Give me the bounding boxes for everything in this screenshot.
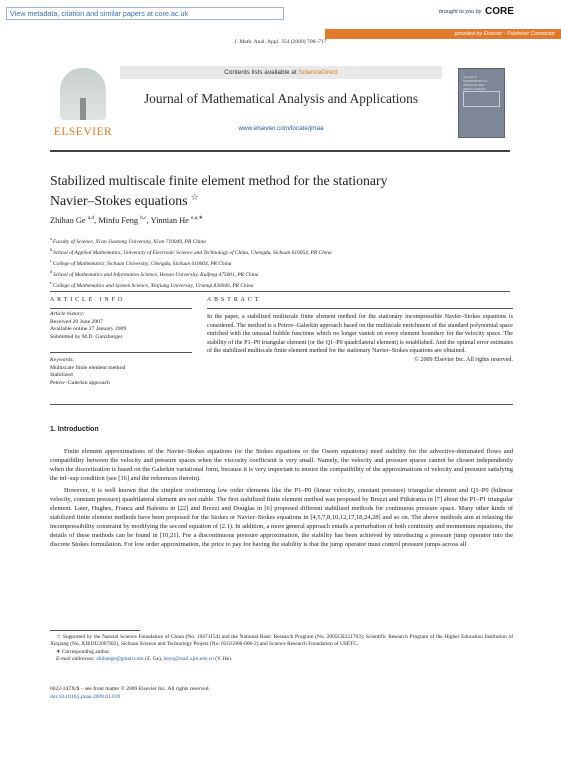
article-info-caption: ARTICLE INFO: [50, 297, 126, 303]
affil-text: School of Applied Mathematics, University of Electronic Science and Technology of China, Chengdu, Sichuan 610054, PR China: [53, 249, 332, 256]
email-owner: (Y. He).: [215, 656, 233, 663]
body-paragraph: Finite element approximations of the Navier–Stokes equations (or the Stokes equations or the Oseen equations) need stability for the advective-dominated flows and compatibility between the velocity and pressure spaces when the viscosity coefficient is very small. Namely, the velocity and pressure spaces cannot be chosen independently when the discretization is based on the Galerkin variational form, because it is very important to ensure the compatibility of the approximations of velocity and pressure satisfying the inf–sup condition (see [16] and the references therein).: [50, 448, 513, 482]
abstract-rule: [207, 308, 513, 309]
elsevier-logo: [50, 68, 116, 138]
journal-title: Journal of Mathematical Analysis and Applications: [143, 91, 419, 106]
front-matter: [50, 686, 513, 701]
abstract-body: [207, 313, 513, 364]
email-owner: (Z. Ge),: [144, 656, 163, 663]
abstract-caption: ABSTRACT: [207, 297, 262, 303]
author-name[interactable]: Zhihao Ge: [50, 215, 86, 225]
corresponding-footnote: ∗ Corresponding author.: [56, 648, 111, 655]
author-affil-mark[interactable]: a,d: [87, 215, 95, 221]
core-logo: CORE: [485, 6, 514, 17]
provided-by-strip[interactable]: provided by Elsevier - Publisher Connector: [325, 29, 561, 39]
footnotes: [50, 634, 513, 664]
email-link[interactable]: heyn@mail.xjtu.edu.cn: [163, 656, 214, 663]
email-link[interactable]: zhihaoge@gmail.com: [96, 656, 144, 663]
history-received: Received 20 June 2007: [50, 318, 103, 325]
contents-bar: [120, 66, 442, 79]
affil-key: b: [50, 247, 53, 253]
section-heading: 1. Introduction: [50, 426, 99, 433]
history-label: Article history:: [50, 311, 85, 317]
affiliation: [50, 246, 510, 257]
affiliation: [50, 257, 510, 268]
affiliation: [50, 279, 510, 290]
history-online: Available online 27 January 2009: [50, 326, 127, 333]
journal-header: [50, 64, 505, 142]
info-top-rule: [50, 291, 510, 292]
journal-cover-image: [458, 68, 505, 138]
info-left-rule: [50, 308, 192, 309]
affil-text: School of Mathematics and Information Science, Henan University, Kaifeng 475001, PR China: [53, 272, 259, 279]
cover-decoration: [463, 91, 500, 107]
keywords: [50, 357, 192, 387]
doi-link[interactable]: doi:10.1016/j.jmaa.2009.01.039: [50, 693, 121, 700]
author-name[interactable]: Yinnian He: [150, 215, 189, 225]
affil-text: College of Mathematics, Sichuan University, Chengdu, Sichuan 610064, PR China: [52, 260, 232, 267]
article-title: [50, 172, 470, 209]
affil-text: College of Mathematics and System Science, Xinjiang University, Urumqi 830046, PR China: [52, 283, 254, 290]
elsevier-tree-icon: [60, 68, 106, 120]
abstract-text: In the paper, a stabilized multiscale finite element method for the stationary incompressible Navier–Stokes equations is considered. The method is a Petrov–Galerkin approach based on the multiscale enrichment of the standard polynomial space enriched with the unusual bubble functions which no longer vanish on every element boundary for the velocity space. The stability of the P1–P0 triangular element (or the Q1–P0 quadrilateral element) is established. And the optimal error estimates of the stabilized multiscale finite element method for the stationary Navier–Stokes equations are obtained.: [207, 314, 513, 354]
affiliation-list: [50, 235, 510, 290]
email-label: E-mail addresses:: [56, 656, 95, 663]
abstract-copyright: © 2009 Elsevier Inc. All rights reserved.: [414, 356, 513, 363]
affiliation: [50, 235, 510, 246]
brought-by-label: brought to you by: [439, 9, 482, 15]
keywords-rule: [50, 352, 192, 353]
elsevier-wordmark: ELSEVIER: [53, 126, 113, 138]
keywords-label: Keywords:: [50, 357, 75, 363]
article-history: [50, 311, 192, 341]
footnote-rule: [50, 630, 140, 631]
contents-prefix: Contents lists available at: [224, 69, 297, 76]
journal-homepage-link[interactable]: www.elsevier.com/locate/jmaa: [238, 125, 324, 132]
affil-text: Faculty of Science, Xi'an Jiaotong University, Xi'an 710049, PR China: [52, 238, 206, 245]
affiliation: [50, 268, 510, 279]
cover-title: Journal of MATHEMATICAL ANALYSIS AND APPLICATIONS: [463, 75, 488, 91]
affil-key: d: [50, 269, 53, 275]
header-rule: [50, 150, 510, 152]
author-name[interactable]: Minfu Feng: [98, 215, 139, 225]
issn-line: 0022-247X/$ – see front matter © 2009 Elsevier Inc. All rights reserved.: [50, 686, 210, 692]
journal-homepage: [120, 125, 442, 132]
history-submitted: Submitted by M.D. Gunzburger: [50, 333, 123, 340]
sciencedirect-link[interactable]: ScienceDirect: [298, 69, 338, 76]
body-text: [50, 448, 513, 552]
core-metadata-link[interactable]: View metadata, citation and similar papers at core.ac.uk: [6, 7, 284, 20]
affil-key: c: [50, 258, 52, 264]
core-brought-by[interactable]: [439, 6, 549, 20]
author-affil-mark[interactable]: b,c: [140, 215, 147, 221]
article-title-line2: Navier–Stokes equations: [50, 193, 188, 208]
keyword: Petrov–Galerkin approach: [50, 379, 110, 386]
article-title-line1: Stabilized multiscale finite element method for the stationary: [50, 173, 388, 188]
keyword: Multiscale finite element method: [50, 364, 126, 371]
email-footnote: [50, 656, 513, 663]
funding-footnote: ☆ Supported by the Natural Science Foundation of China (No. 10671154) and the National Basic Research Program (No. 2005CB321703); Scientific Research Program of the Higher Education Institution of Xinjiang (No. XJEDU2007I02), Sichuan Science and Technology Project (No. 05GG006-006-2) and Science Research Foundation of USETC.: [50, 634, 513, 648]
journal-citation: J. Math. Anal. Appl. 354 (2009) 708–717: [234, 39, 327, 45]
affil-key: a: [50, 236, 52, 241]
affil-key: e: [50, 280, 52, 286]
body-paragraph: However, it is well known that the simplest conforming low order elements like the P1–P0 (linear velocity, constant pressure) triangular element and Q1–P0 (bilinear velocity, constant pressure) quadrilateral element are not stable. The first stabilized finite element method was proposed by Brezzi and Pitkäranta in [7] about the P1–P1 triangular element. Later, Hughes, Franca and Balestra in [22] and Brezzi and Douglas in [6] proposed different stabilized methods for continuous pressure space. Many other kinds of stabilized finite element methods have been proposed for the Stokes or Navier–Stokes equations in [4,5,7,8,10,12,17,18,24,28] and so on. The above methods aim at relaxing the incompressibility constraint by modifying the second equation of (2.1). In addition, a more general approach entails a perturbation of both continuity and momentum equations, the details of these methods can be found in [10,21]. For a discontinuous pressure approximation, the stability has been achieved by introducing a pressure jump operator into the discrete Stokes formulation. For low order approximation, the price to pay for having the stability is that the jump operator must control pressure jumps across all: [50, 486, 513, 548]
keyword: Stabilized: [50, 372, 73, 379]
author-list: Zhihao Ge $^{a,d}$, Minfu Feng $^{b,c}$, Yinnian He $^{e,a,∗}$: [50, 215, 203, 225]
abstract-bottom-rule: [50, 404, 513, 405]
journal-masthead: [120, 64, 442, 142]
title-footnote-mark[interactable]: ☆: [190, 192, 199, 202]
author-affil-mark[interactable]: e,a,∗: [191, 215, 203, 221]
